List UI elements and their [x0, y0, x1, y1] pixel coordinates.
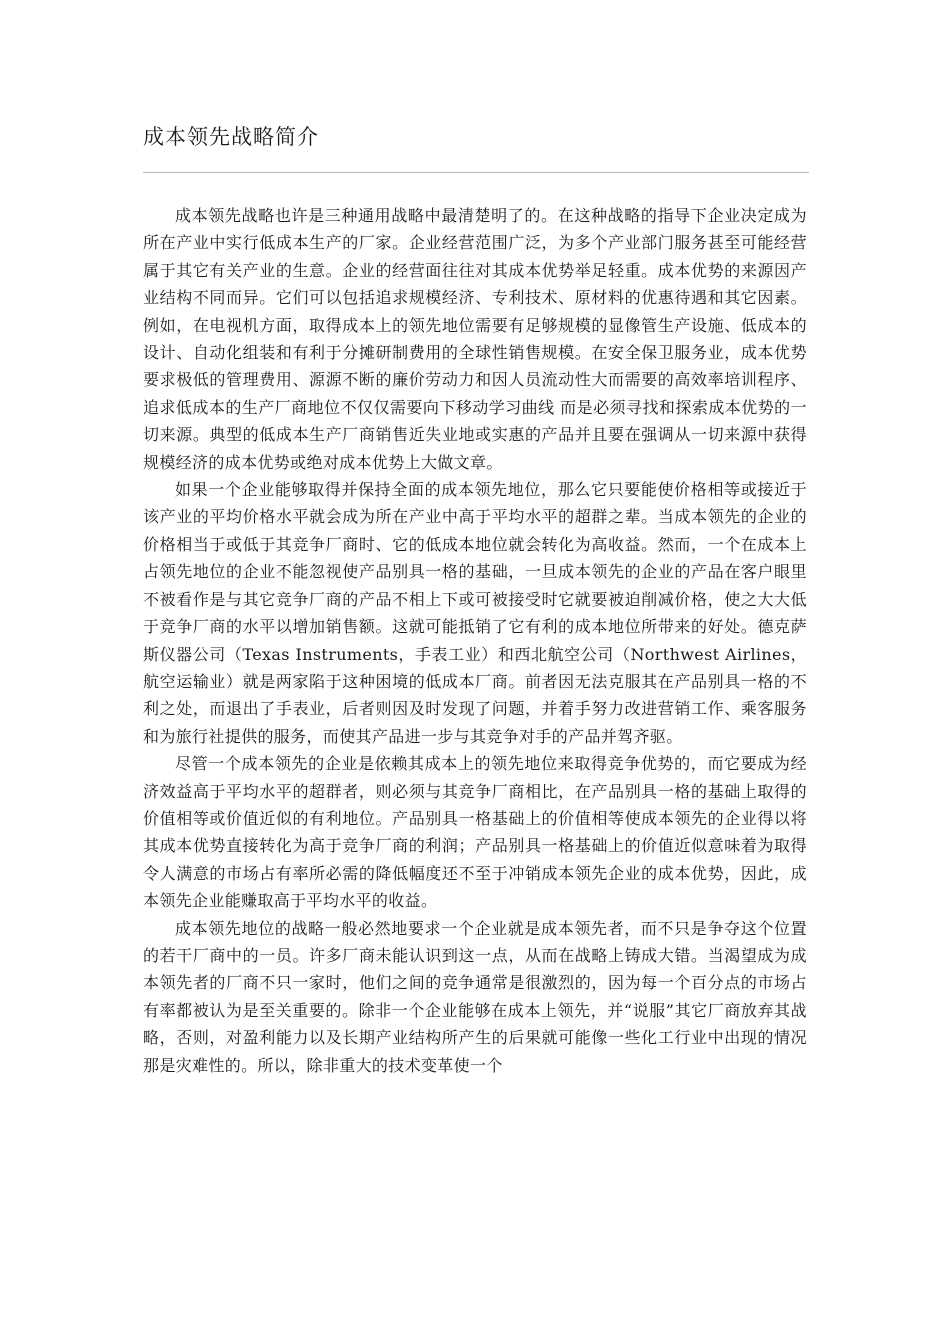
paragraph-3: 尽管一个成本领先的企业是依赖其成本上的领先地位来取得竞争优势的，而它要成为经济效益高于平均水平的超群者，则必须与其竞争厂商相比，在产品别具一格的基础上取得的价值相等或价值近似的有利地位。产品别具一格基础上的价值相等使成本领先的企业得以将其成本优势直接转化为高于竞争厂商的利润；产品别具一格基础上的价值近似意味着为取得令人满意的市场占有率所必需的降低幅度还不至于冲销成本领先企业的成本优势，因此，成本领先企业能赚取高于平均水平的收益。: [143, 754, 807, 911]
document-title: 成本领先战略简介: [143, 125, 319, 149]
paragraph-1: 成本领先战略也许是三种通用战略中最清楚明了的。在这种战略的指导下企业决定成为所在产业中实行低成本生产的厂家。企业经营范围广泛，为多个产业部门服务甚至可能经营属于其它有关产业的生意。企业的经营面往往对其成本优势举足轻重。成本优势的来源因产业结构不同而异。它们可以包括追求规模经济、专利技术、原材料的优惠待遇和其它因素。例如，在电视机方面，取得成本上的领先地位需要有足够规模的显像管生产设施、低成本的设计、自动化组装和有利于分摊研制费用的全球性销售规模。在安全保卫服务业，成本优势要求极低的管理费用、源源不断的廉价劳动力和因人员流动性大而需要的高效率培训程序、追求低成本的生产厂商地位不仅仅需要向下移动学习曲线 而是必须寻找和探索成本优势的一切来源。典型的低成本生产厂商销售近失业地或实惠的产品并且要在强调从一切来源中获得规模经济的成本优势或绝对成本优势上大做文章。: [143, 206, 807, 472]
title-divider: [143, 172, 809, 173]
paragraph-4: 成本领先地位的战略一般必然地要求一个企业就是成本领先者，而不只是争夺这个位置的若干厂商中的一员。许多厂商未能认识到这一点，从而在战略上铸成大错。当渴望成为成本领先者的厂商不只一家时，他们之间的竞争通常是很激烈的，因为每一个百分点的市场占有率都被认为是至关重要的。除非一个企业能够在成本上领先，并“说服”其它厂商放弃其战略，否则，对盈利能力以及长期产业结构所产生的后果就可能像一些化工行业中出现的情况那是灾难性的。所以，除非重大的技术变革使一个: [143, 918, 807, 1075]
paragraph-2: 如果一个企业能够取得并保持全面的成本领先地位，那么它只要能使价格相等或接近于该产业的平均价格水平就会成为所在产业中高于平均水平的超群之辈。当成本领先的企业的价格相当于或低于其竞争厂商时、它的低成本地位就会转化为高收益。然而，一个在成本上占领先地位的企业不能忽视使产品别具一格的基础，一旦成本领先的企业的产品在客户眼里不被看作是与其它竞争厂商的产品不相上下或可被接受时它就要被迫削减价格，使之大大低于竞争厂商的水平以增加销售额。这就可能抵销了它有利的成本地位所带来的好处。德克萨斯仪器公司（Texas Instruments，手表工业）和西北航空公司（Northwest Airlines，航空运输业）就是两家陷于这种困境的低成本厂商。前者因无法克服其在产品别具一格的不利之处，而退出了手表业，后者则因及时发现了问题，并着手努力改进营销工作、乘客服务和为旅行社提供的服务，而使其产品进一步与其竞争对手的产品并驾齐驱。: [143, 480, 807, 746]
document-body: [143, 202, 807, 1079]
